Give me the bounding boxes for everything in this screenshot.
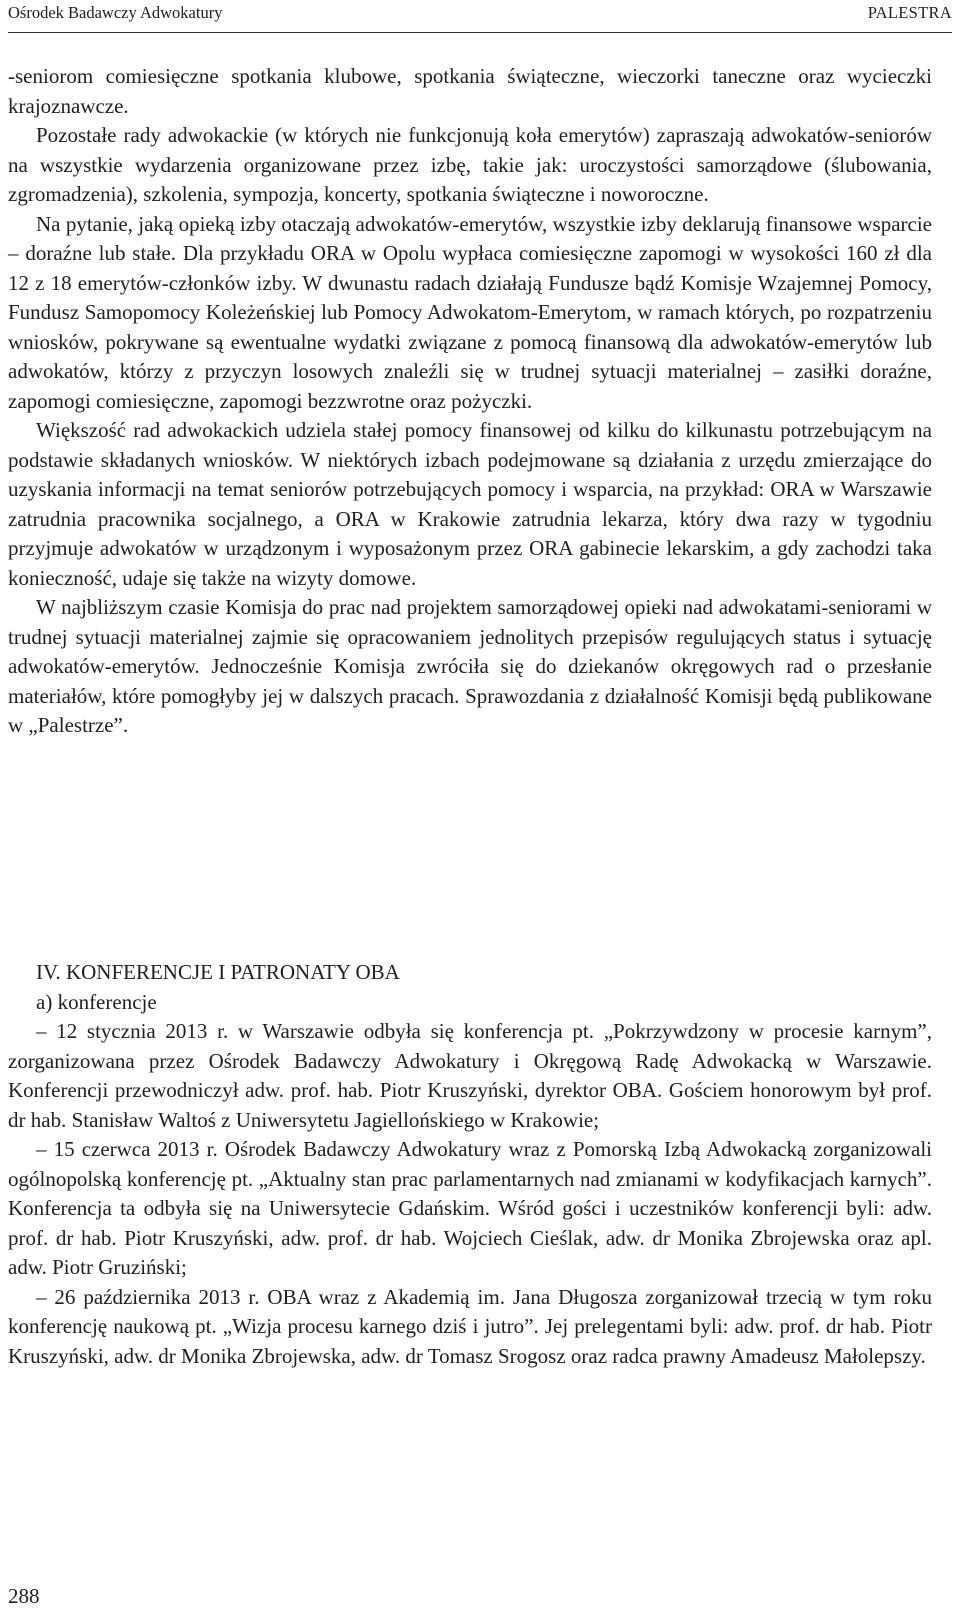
- paragraph: Większość rad adwokackich udziela stałej pomocy finansowej od kilku do kilkunastu potrzebującym na podstawie składanych wniosków. W niektórych izbach podejmowane są działania z urzędu zmierzające do uzyskania informacji na temat seniorów potrzebujących pomocy i wsparcia, na przykład: ORA w Warszawie zatrudnia pracownika socjalnego, a ORA w Krakowie zatrudnia lekarza, który dwa razy w tygodniu przyjmuje adwokatów w urządzonym i wyposażonym przez ORA gabinecie lekarskim, a gdy zachodzi taka konieczność, udaje się także na wizyty domowe.: [8, 418, 932, 590]
- list-item: – 12 stycznia 2013 r. w Warszawie odbyła się konferencja pt. „Pokrzywdzony w procesie karnym”, zorganizowana przez Ośrodek Badawczy Adwokatury i Okręgową Radę Adwokacką w Warszawie. Konferencji przewodniczył adw. prof. hab. Piotr Kruszyński, dyrektor OBA. Gościem honorowym był prof. dr hab. Stanisław Waltoś z Uniwersytetu Jagiellońskiego w Krakowie;: [8, 1019, 932, 1132]
- section-conferences: [8, 958, 932, 1371]
- paragraph: Pozostałe rady adwokackie (w których nie funkcjonują koła emerytów) zapraszają adwokatów-seniorów na wszystkie wydarzenia organizowane przez izbę, takie jak: uroczystości samorządowe (ślubowania, zgromadzenia), szkolenia, sympozja, koncerty, spotkania świąteczne i noworoczne.: [8, 123, 932, 206]
- article-body: [8, 62, 932, 741]
- section-subheading: a) konferencje: [36, 989, 157, 1014]
- paragraph: -seniorom comiesięczne spotkania klubowe, spotkania świąteczne, wieczorki taneczne oraz wycieczki krajoznawcze.: [8, 64, 932, 118]
- paragraph: Na pytanie, jaką opieką izby otaczają adwokatów-emerytów, wszystkie izby deklarują finansowe wsparcie – doraźne lub stałe. Dla przykładu ORA w Opolu wypłaca comiesięczne zapomogi w wysokości 160 zł dla 12 z 18 emerytów-członków izby. W dwunastu radach działają Fundusze bądź Komisje Wzajemnej Pomocy, Fundusz Samopomocy Koleżeńskiej lub Pomocy Adwokatom-Emerytom, w ramach których, po rozpatrzeniu wniosków, pokrywane są ewentualne wydatki związane z pomocą finansową dla adwokatów-emerytów lub adwokatów, którzy z przyczyn losowych znaleźli się w trudnej sytuacji materialnej – zasiłki doraźne, zapomogi comiesięczne, zapomogi bezzwrotne oraz pożyczki.: [8, 211, 932, 413]
- page-number: 288: [8, 1584, 40, 1608]
- running-header: [8, 0, 952, 33]
- section-heading: IV. KONFERENCJE I PATRONATY OBA: [36, 960, 400, 984]
- header-journal: PALESTRA: [867, 3, 952, 22]
- header-publisher: Ośrodek Badawczy Adwokatury: [8, 3, 223, 22]
- list-item: – 26 października 2013 r. OBA wraz z Akademią im. Jana Długosza zorganizował trzecią w tym roku konferencję naukową pt. „Wizja procesu karnego dziś i jutro”. Jej prelegentami byli: adw. prof. dr hab. Piotr Kruszyński, adw. dr Monika Zbrojewska, adw. dr Tomasz Srogosz oraz radca prawny Amadeusz Małolepszy.: [8, 1284, 932, 1368]
- list-item: – 15 czerwca 2013 r. Ośrodek Badawczy Adwokatury wraz z Pomorską Izbą Adwokacką zorganizowali ogólnopolską konferencję pt. „Aktualny stan prac parlamentarnych nad zmianami w kodyfikacjach karnych”. Konferencja ta odbyła się na Uniwersytecie Gdańskim. Wśród gości i uczestników konferencji byli: adw. prof. dr hab. Piotr Kruszyński, adw. prof. dr hab. Wojciech Cieślak, adw. dr Monika Zbrojewska oraz apl. adw. Piotr Gruziński;: [8, 1137, 932, 1279]
- paragraph: W najbliższym czasie Komisja do prac nad projektem samorządowej opieki nad adwokatami-seniorami w trudnej sytuacji materialnej zajmie się opracowaniem jednolitych przepisów regulujących status i sytuację adwokatów-emerytów. Jednocześnie Komisja zwróciła się do dziekanów okręgowych rad o przesłanie materiałów, które pomogłyby jej w dalszych pracach. Sprawozdania z działalność Komisji będą publikowane w „Palestrze”.: [8, 595, 932, 737]
